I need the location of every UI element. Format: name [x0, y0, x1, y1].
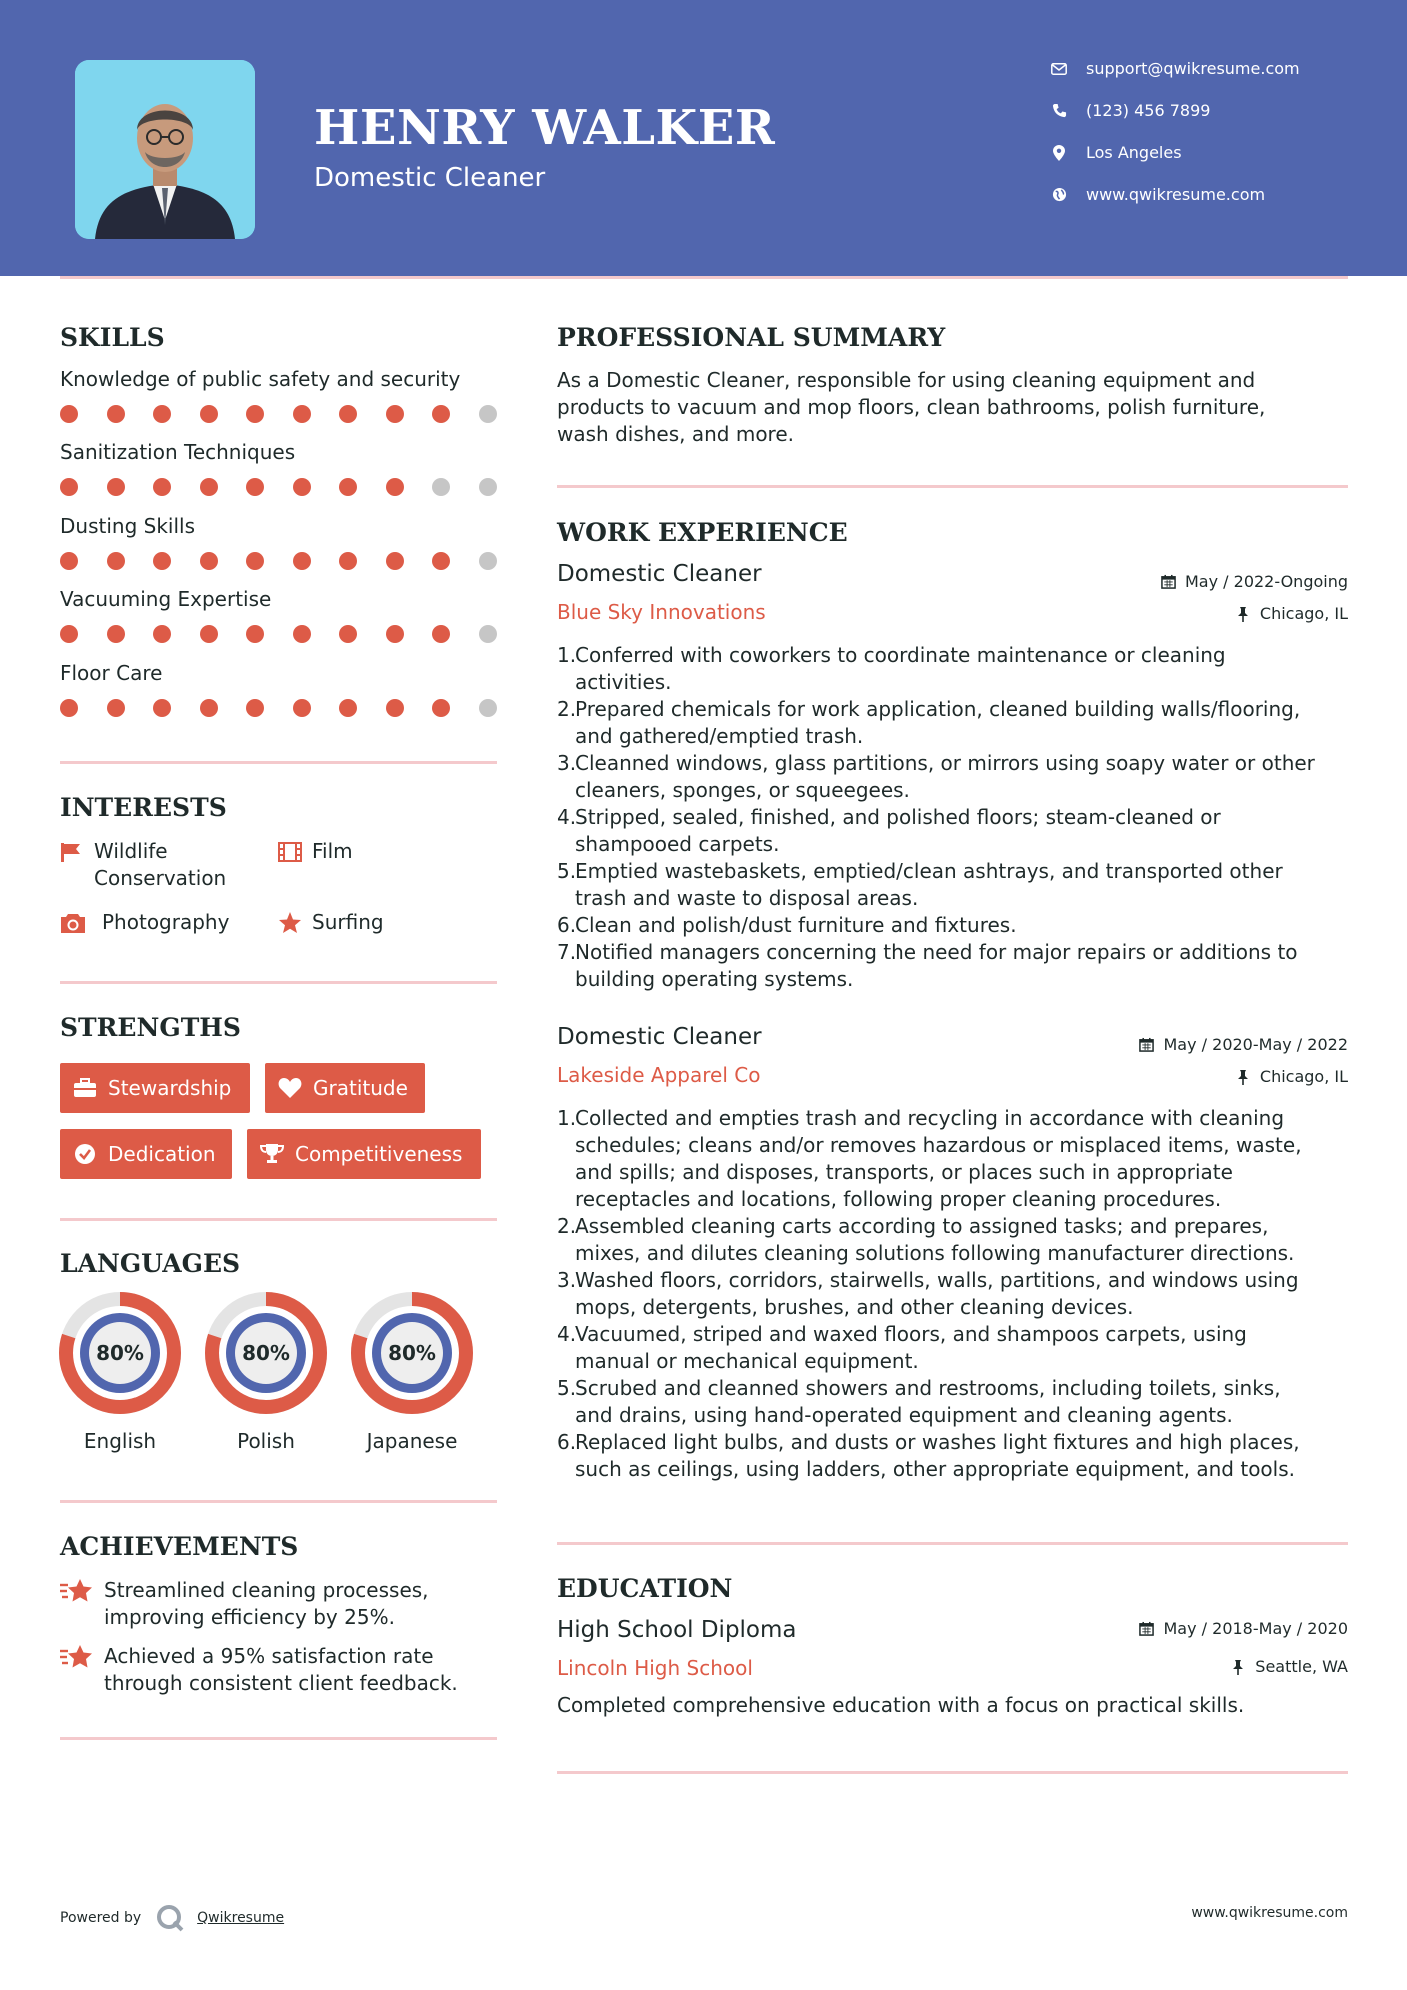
rating-dot-empty: [479, 625, 497, 643]
rating-dot-filled: [339, 552, 357, 570]
rating-dot-filled: [386, 552, 404, 570]
job-dates: May / 2020-May / 2022: [1138, 1035, 1349, 1054]
languages-divider: [60, 1500, 497, 1503]
rating-dot-filled: [200, 699, 218, 717]
list-item: 3. Washed floors, corridors, stairwells, walls, partitions, and windows using mops, detergents, brushes, and other cleaning devices.: [557, 1268, 1299, 1319]
interest-surfing: Surfing: [278, 909, 384, 936]
rating-dot-filled: [386, 699, 404, 717]
rating-dot-filled: [60, 699, 78, 717]
skill-name: Knowledge of public safety and security: [60, 367, 461, 391]
skill-name: Dusting Skills: [60, 514, 195, 538]
language-name: English: [83, 1429, 157, 1453]
list-item: 4. Stripped, sealed, finished, and polished floors; steam-cleaned or shampooed carpets.: [557, 805, 1221, 856]
rating-dot-filled: [60, 405, 78, 423]
job-location: Chicago, IL: [1234, 1067, 1348, 1086]
briefcase-icon: [72, 1077, 98, 1099]
calendar-icon: [1159, 573, 1177, 591]
language-progress-ring: [58, 1291, 182, 1415]
list-number: 1.: [557, 1106, 577, 1130]
list-number: 2.: [557, 697, 577, 721]
qwikresume-logo-icon: [155, 1903, 185, 1933]
experience-heading: WORK EXPERIENCE: [557, 518, 848, 547]
rating-dot-filled: [60, 625, 78, 643]
language-progress-ring: [204, 1291, 328, 1415]
list-item: 4. Vacuumed, striped and waxed floors, and shampoos carpets, using manual or mechanical equipment.: [557, 1322, 1247, 1373]
calendar-icon: [1138, 1620, 1156, 1638]
education-degree: High School Diploma: [557, 1617, 797, 1643]
rating-dot-empty: [479, 405, 497, 423]
list-number: 4.: [557, 805, 577, 829]
rating-dot-filled: [107, 699, 125, 717]
resume-header: [0, 0, 1407, 276]
job-duties-list: [557, 642, 1347, 993]
contact-website[interactable]: www.qwikresume.com: [1050, 185, 1265, 204]
rating-dot-filled: [153, 478, 171, 496]
list-item: 1. Collected and empties trash and recycling in accordance with cleaning schedules; cleans and/or removes hazardous or misplaced items, waste, and spills; and disposes, transports, or places such in appropriate receptacles and locations, following proper cleaning procedures.: [557, 1106, 1302, 1211]
list-number: 5.: [557, 1376, 577, 1400]
header-divider: [60, 276, 1348, 279]
strength-gratitude: Gratitude: [265, 1063, 425, 1113]
flag-icon: [60, 838, 88, 865]
job-role: Domestic Cleaner: [557, 561, 762, 587]
list-number: 5.: [557, 859, 577, 883]
list-item: 2. Prepared chemicals for work application, cleaned building walls/flooring, and gathered/emptied trash.: [557, 697, 1301, 748]
profile-photo: [75, 60, 255, 239]
contact-phone[interactable]: (123) 456 7899: [1050, 101, 1210, 120]
languages-heading: LANGUAGES: [60, 1249, 241, 1278]
list-number: 2.: [557, 1214, 577, 1238]
rating-dot-filled: [153, 625, 171, 643]
list-number: 4.: [557, 1322, 577, 1346]
rating-dot-filled: [200, 552, 218, 570]
interest-photography: Photography: [60, 909, 229, 936]
rating-dot-filled: [107, 405, 125, 423]
list-item: 5. Scrubed and cleanned showers and restrooms, including toilets, sinks, and drains, using hand-operated equipment and cleaning agents.: [557, 1376, 1281, 1427]
rating-dot-filled: [386, 478, 404, 496]
rating-dot-filled: [200, 478, 218, 496]
star-icon: [278, 909, 306, 936]
job-dates: May / 2022-Ongoing: [1159, 572, 1348, 591]
rating-dot-filled: [293, 478, 311, 496]
rating-dot-filled: [339, 699, 357, 717]
skill-rating: [60, 478, 500, 498]
interest-wildlife-conservation: Wildlife Conservation: [60, 838, 226, 892]
rating-dot-filled: [107, 625, 125, 643]
interest-film: Film: [278, 838, 353, 865]
pin-icon: [1234, 605, 1252, 623]
language-progress-ring: [350, 1291, 474, 1415]
rating-dot-filled: [432, 625, 450, 643]
rating-dot-filled: [60, 552, 78, 570]
rating-dot-filled: [60, 478, 78, 496]
strength-stewardship: Stewardship: [60, 1063, 250, 1113]
rating-dot-filled: [200, 625, 218, 643]
pin-icon: [1234, 1068, 1252, 1086]
phone-icon: [1050, 102, 1068, 120]
interests-divider: [60, 981, 497, 984]
footer-website[interactable]: www.qwikresume.com: [1191, 1905, 1348, 1921]
strengths-divider: [60, 1218, 497, 1221]
job-company: Blue Sky Innovations: [557, 600, 766, 624]
skill-rating: [60, 699, 500, 719]
rating-dot-empty: [479, 478, 497, 496]
summary-divider: [557, 485, 1348, 488]
language-percent: 80%: [388, 1341, 436, 1365]
list-number: 7.: [557, 940, 577, 964]
list-number: 3.: [557, 751, 577, 775]
language-percent: 80%: [242, 1341, 290, 1365]
list-item: 6. Replaced light bulbs, and dusts or washes light fixtures and high places, such as ceilings, using ladders, other appropriate equipment, and tools.: [557, 1430, 1300, 1481]
education-dates: May / 2018-May / 2020: [1138, 1619, 1349, 1638]
language-percent: 80%: [96, 1341, 144, 1365]
list-item: 6. Clean and polish/dust furniture and fixtures.: [557, 913, 1017, 937]
job-duties-list: [557, 1105, 1347, 1483]
qwikresume-link[interactable]: Qwikresume: [197, 1910, 285, 1926]
job-company: Lakeside Apparel Co: [557, 1063, 761, 1087]
medal-star-icon: [60, 1643, 104, 1697]
education-heading: EDUCATION: [557, 1574, 733, 1603]
job-location: Chicago, IL: [1234, 604, 1348, 623]
education-school: Lincoln High School: [557, 1656, 753, 1680]
list-item: 7. Notified managers concerning the need for major repairs or additions to building operating systems.: [557, 940, 1298, 991]
check-circle-icon: [72, 1143, 98, 1165]
list-item: 3. Cleanned windows, glass partitions, or mirrors using soapy water or other cleaners, sponges, or squeegees.: [557, 751, 1315, 802]
rating-dot-filled: [153, 405, 171, 423]
skill-name: Sanitization Techniques: [60, 440, 296, 464]
education-description: Completed comprehensive education with a focus on practical skills.: [557, 1693, 1245, 1717]
heart-icon: [277, 1077, 303, 1099]
rating-dot-filled: [432, 699, 450, 717]
language-name: Japanese: [366, 1429, 458, 1453]
rating-dot-filled: [293, 625, 311, 643]
skill-name: Floor Care: [60, 661, 163, 685]
rating-dot-filled: [293, 699, 311, 717]
interests-heading: INTERESTS: [60, 793, 227, 822]
achievements-heading: ACHIEVEMENTS: [60, 1532, 299, 1561]
achievements-divider: [60, 1737, 497, 1740]
list-number: 6.: [557, 1430, 577, 1454]
rating-dot-filled: [246, 699, 264, 717]
rating-dot-filled: [293, 552, 311, 570]
skill-rating: [60, 552, 500, 572]
list-item: 5. Emptied wastebaskets, emptied/clean ashtrays, and transported other trash and waste to disposal areas.: [557, 859, 1283, 910]
achievement-item: Streamlined cleaning processes, improving efficiency by 25%.: [60, 1577, 500, 1631]
rating-dot-filled: [246, 405, 264, 423]
skill-name: Vacuuming Expertise: [60, 587, 272, 611]
language-name: Polish: [237, 1429, 295, 1453]
candidate-name: HENRY WALKER: [314, 100, 776, 156]
email-icon: [1050, 60, 1068, 78]
rating-dot-filled: [339, 405, 357, 423]
strengths-heading: STRENGTHS: [60, 1013, 241, 1042]
rating-dot-filled: [200, 405, 218, 423]
rating-dot-filled: [153, 699, 171, 717]
rating-dot-filled: [432, 405, 450, 423]
skills-divider: [60, 761, 497, 764]
film-icon: [278, 838, 306, 865]
skills-heading: SKILLS: [60, 323, 165, 352]
rating-dot-filled: [293, 405, 311, 423]
rating-dot-filled: [246, 552, 264, 570]
achievement-item: Achieved a 95% satisfaction rate through consistent client feedback.: [60, 1643, 500, 1697]
list-number: 6.: [557, 913, 577, 937]
education-divider: [557, 1771, 1348, 1774]
rating-dot-empty: [432, 478, 450, 496]
trophy-icon: [259, 1143, 285, 1165]
list-number: 1.: [557, 643, 577, 667]
skill-rating: [60, 405, 500, 425]
camera-icon: [60, 909, 88, 936]
experience-divider: [557, 1542, 1348, 1545]
medal-star-icon: [60, 1577, 104, 1631]
skill-rating: [60, 625, 500, 645]
list-item: 1. Conferred with coworkers to coordinate maintenance or cleaning activities.: [557, 643, 1226, 694]
pin-icon: [1229, 1658, 1247, 1676]
location-icon: [1050, 144, 1068, 162]
rating-dot-empty: [479, 699, 497, 717]
rating-dot-filled: [339, 478, 357, 496]
rating-dot-empty: [479, 552, 497, 570]
list-number: 3.: [557, 1268, 577, 1292]
education-location: Seattle, WA: [1229, 1657, 1348, 1676]
job-role: Domestic Cleaner: [557, 1024, 762, 1050]
strength-dedication: Dedication: [60, 1129, 232, 1179]
globe-icon: [1050, 186, 1068, 204]
rating-dot-filled: [153, 552, 171, 570]
rating-dot-filled: [107, 478, 125, 496]
contact-location: Los Angeles: [1050, 143, 1182, 162]
list-item: 2. Assembled cleaning carts according to assigned tasks; and prepares, mixes, and dilutes cleaning solutions following manufacturer directions.: [557, 1214, 1295, 1265]
strength-competitiveness: Competitiveness: [247, 1129, 481, 1179]
rating-dot-filled: [386, 625, 404, 643]
rating-dot-filled: [432, 552, 450, 570]
summary-text: As a Domestic Cleaner, responsible for using cleaning equipment and products to vacuum and mop floors, clean bathrooms, polish furniture, wash dishes, and more.: [557, 368, 1266, 446]
rating-dot-filled: [246, 478, 264, 496]
candidate-title: Domestic Cleaner: [314, 163, 546, 193]
contact-email[interactable]: support@qwikresume.com: [1050, 59, 1300, 78]
footer-powered-by: Powered by Qwikresume: [60, 1903, 284, 1933]
rating-dot-filled: [107, 552, 125, 570]
rating-dot-filled: [246, 625, 264, 643]
summary-heading: PROFESSIONAL SUMMARY: [557, 323, 946, 352]
rating-dot-filled: [386, 405, 404, 423]
calendar-icon: [1138, 1036, 1156, 1054]
rating-dot-filled: [339, 625, 357, 643]
